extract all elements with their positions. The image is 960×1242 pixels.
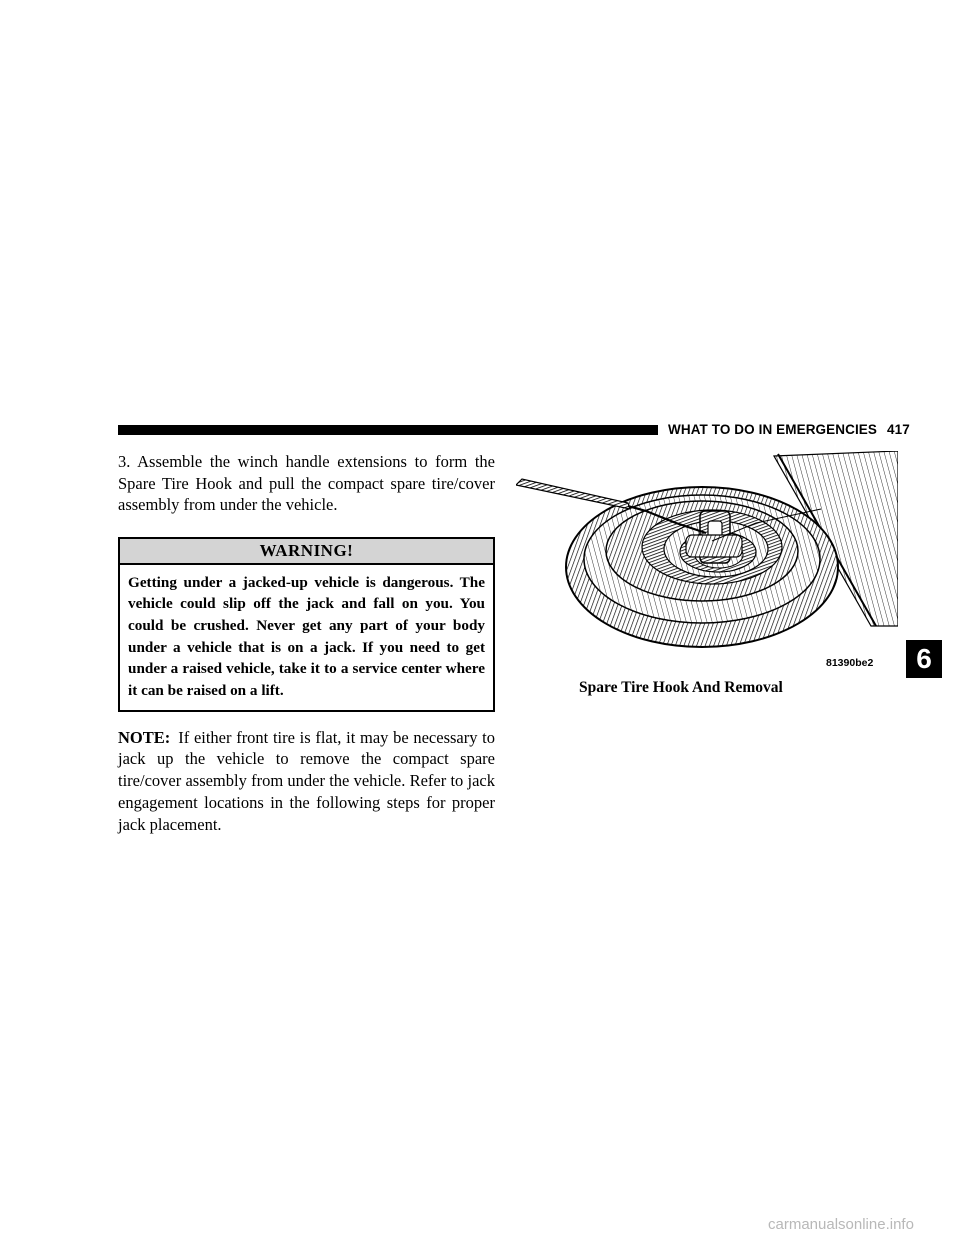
page-number: 417 [887,422,910,437]
note-label: NOTE: [118,727,171,747]
note-paragraph [118,727,495,836]
left-column [118,451,495,835]
warning-title: WARNING! [120,539,493,565]
spare-tire-illustration [516,451,898,669]
watermark: carmanualsonline.info [768,1216,914,1233]
warning-body: Getting under a jacked-up vehicle is dangerous. The vehicle could slip off the jack and fall on you. You could be crushed. Never get any part of your body under a vehicle that is on a jack. If you need to get under a raised vehicle, take it to a service center where it can be raised on a lift. [128,573,485,700]
figure-caption: Spare Tire Hook And Removal [579,679,783,696]
step-3-paragraph: 3. Assemble the winch handle extensions to form the Spare Tire Hook and pull the compact spare tire/cover assembly from under the vehicle. [118,452,495,514]
warning-box [118,537,495,712]
section-tab: 6 [906,640,942,678]
header-rule [118,425,658,435]
running-header [668,421,910,439]
section-title: WHAT TO DO IN EMERGENCIES [668,422,878,437]
figure-id: 81390be2 [826,657,874,669]
note-text: If either front tire is flat, it may be necessary to jack up the vehicle to remove the compact spare tire/cover assembly from under the vehicle. Refer to jack engagement locations in the following steps for proper jack placement. [118,727,495,834]
